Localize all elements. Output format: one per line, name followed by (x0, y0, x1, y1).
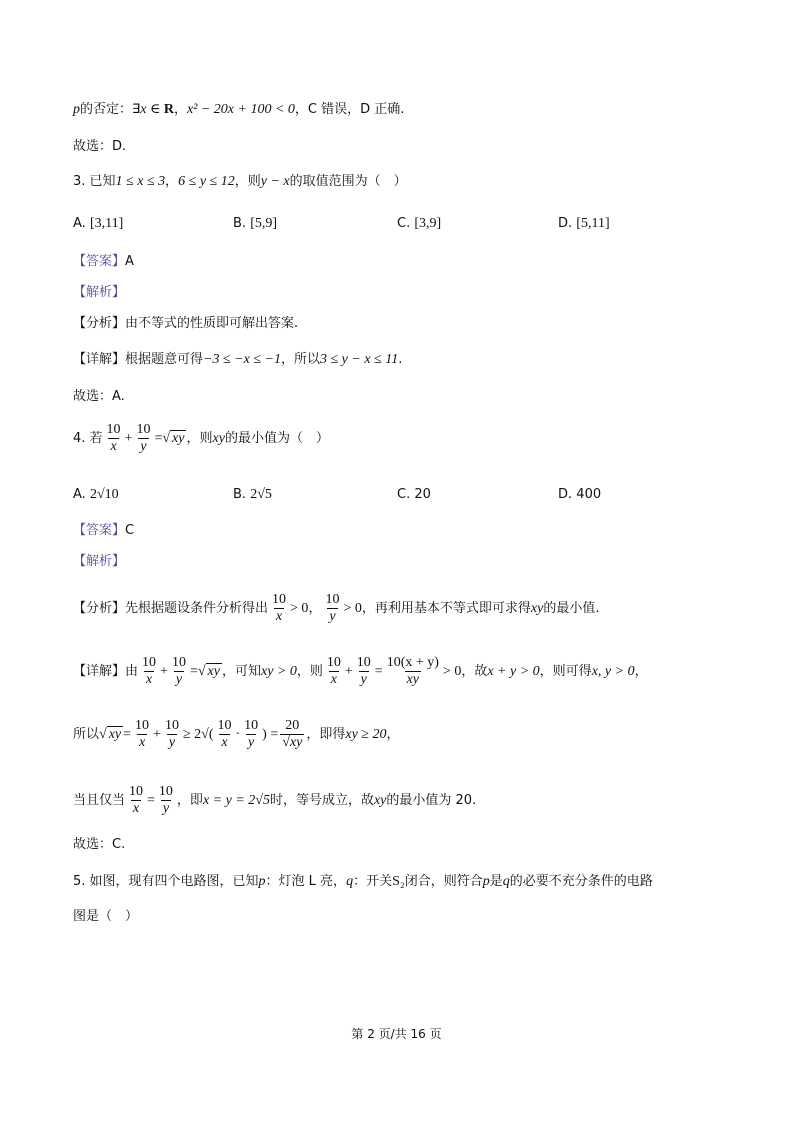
q3-answer: 【答案】A (73, 254, 134, 269)
q3-stem: 3. 已知1 ≤ x ≤ 3，6 ≤ y ≤ 12，则y − x的取值范围为（ ） (73, 174, 407, 189)
inequality-expr: x² − 20x + 100 < 0 (186, 102, 295, 117)
q4-xiangjie-2: 所以√ xy = $\frac{10}{x}$ + $\frac{10}{y}$ ≥ 2√( $\frac{10}{x}$ · $\frac{10}{y}$ ) = $\frac{20}{√xy}$ ，即得xy ≥ 20， (73, 718, 400, 750)
q5-stem-1: 5. 如图，现有四个电路图，已知p：灯泡 L 亮，q：开关S₂闭合，则符合p是q的必要不充分条件的电路 (73, 874, 653, 889)
p-negation-line: p的否定：∃x ∈ R，x² − 20x + 100 < 0，C 错误，D 正确. (73, 102, 405, 117)
q4-option-a: A. 2√10 (73, 487, 119, 502)
q3-option-a: A. [3,11] (73, 216, 124, 231)
q5-stem-2: 图是（ ） (73, 909, 139, 924)
q4-option-d: D. 400 (558, 487, 602, 502)
q4-select: 故选：C. (73, 837, 126, 852)
q4-fenxi: 【分析】先根据题设条件分析得出 $\frac{10}{x}$ > 0， $\frac{10}{y}$ > 0，再利用基本不等式即可求得xy的最小值. (73, 592, 600, 624)
q3-xiangjie: 【详解】根据题意可得−3 ≤ −x ≤ −1，所以3 ≤ y − x ≤ 11. (73, 352, 403, 367)
q3-option-c: C. [3,9] (397, 216, 442, 231)
q3-analysis-tag: 【解析】 (73, 285, 126, 300)
q4-analysis-tag: 【解析】 (73, 554, 126, 569)
q4-answer: 【答案】C (73, 523, 135, 538)
var-p: p (73, 102, 80, 117)
q4-xiangjie-1: 【详解】由 $\frac{10}{x}$ + $\frac{10}{y}$ =√ xy ，可知xy > 0，则 $\frac{10}{x}$ + $\frac{10}{y}$ = $\frac{10(x + y)}{xy}$ > 0，故x + y > 0，则可得x, y > 0， (73, 655, 648, 687)
q4-xiangjie-3: 当且仅当 $\frac{10}{x}$ = $\frac{10}{y}$ ，即x = y = 2√5时，等号成立，故xy的最小值为 20. (73, 784, 477, 816)
page-footer: 第 2 页/共 16 页 (351, 1027, 442, 1041)
q3-select: 故选：A. (73, 389, 125, 404)
select-prev: 故选：D. (73, 139, 127, 154)
q3-option-b: B. [5,9] (233, 216, 278, 231)
q3-option-d: D. [5,11] (558, 216, 610, 231)
q4-option-c: C. 20 (397, 487, 431, 502)
q4-stem: 4. 若 $\frac{10}{x}$ + $\frac{10}{y}$ =√ xy ，则xy的最小值为（ ） (73, 422, 329, 454)
q3-fenxi: 【分析】由不等式的性质即可解出答案. (73, 316, 299, 331)
q4-option-b: B. 2√5 (233, 487, 272, 502)
